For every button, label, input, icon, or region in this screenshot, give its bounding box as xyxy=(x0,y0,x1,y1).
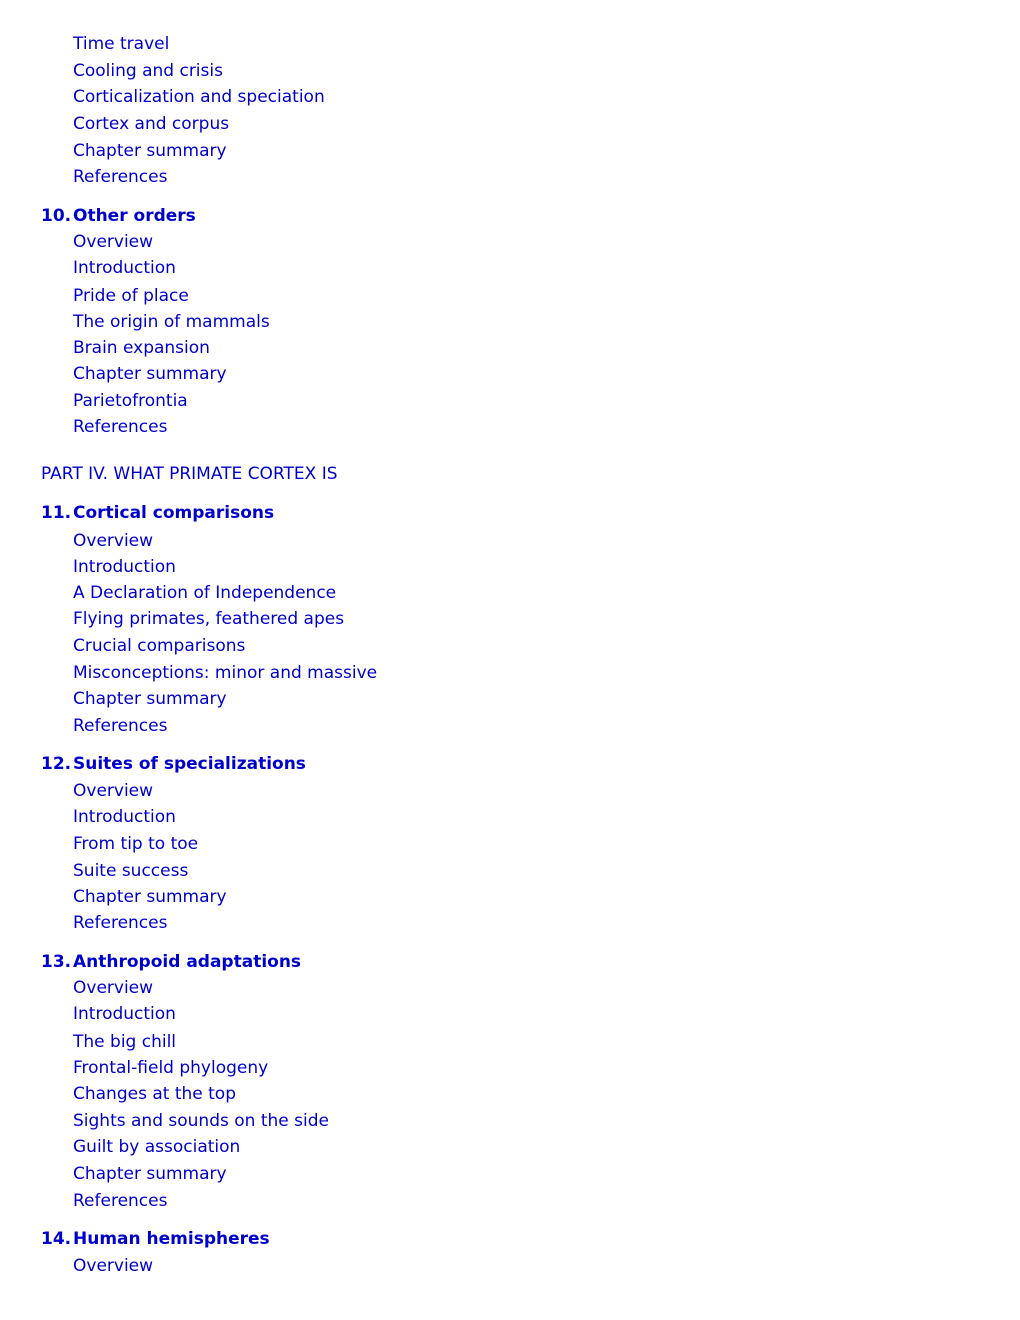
toc-link-overview[interactable]: Overview xyxy=(73,531,154,551)
toc-link-frontal-field-phylogeny[interactable]: Frontal-field phylogeny xyxy=(73,1058,269,1078)
toc-link-corticalization-and-speciation[interactable]: Corticalization and speciation xyxy=(73,87,325,107)
toc-link-misconceptions[interactable]: Misconceptions: minor and massive xyxy=(73,663,378,683)
toc-link-parietofrontia[interactable]: Parietofrontia xyxy=(73,391,188,411)
toc-link-cooling-and-crisis[interactable]: Cooling and crisis xyxy=(73,61,223,81)
chapter-title: Suites of specializations xyxy=(73,754,306,774)
toc-link-the-big-chill[interactable]: The big chill xyxy=(73,1032,177,1052)
toc-link-introduction[interactable]: Introduction xyxy=(73,1004,176,1024)
toc-chapter-10[interactable] xyxy=(41,205,196,227)
toc-chapter-11[interactable] xyxy=(41,502,274,524)
toc-link-origin-of-mammals[interactable]: The origin of mammals xyxy=(73,312,270,332)
toc-link-guilt-by-association[interactable]: Guilt by association xyxy=(73,1137,241,1157)
chapter-title: Human hemispheres xyxy=(73,1229,270,1249)
toc-link-references[interactable]: References xyxy=(73,913,168,933)
toc-link-time-travel[interactable]: Time travel xyxy=(73,34,170,54)
toc-link-overview[interactable]: Overview xyxy=(73,978,154,998)
toc-link-pride-of-place[interactable]: Pride of place xyxy=(73,286,189,306)
toc-link-changes-at-the-top[interactable]: Changes at the top xyxy=(73,1084,236,1104)
toc-chapter-12[interactable] xyxy=(41,753,306,775)
toc-link-chapter-summary[interactable]: Chapter summary xyxy=(73,141,227,161)
toc-link-introduction[interactable]: Introduction xyxy=(73,807,176,827)
toc-link-flying-primates[interactable]: Flying primates, feathered apes xyxy=(73,609,345,629)
toc-link-references[interactable]: References xyxy=(73,167,168,187)
toc-link-overview[interactable]: Overview xyxy=(73,781,154,801)
toc-link-chapter-summary[interactable]: Chapter summary xyxy=(73,364,227,384)
toc-link-introduction[interactable]: Introduction xyxy=(73,557,176,577)
chapter-number: 13. xyxy=(41,952,72,972)
toc-link-references[interactable]: References xyxy=(73,716,168,736)
chapter-title: Other orders xyxy=(73,206,196,226)
toc-link-declaration-of-independence[interactable]: A Declaration of Independence xyxy=(73,583,337,603)
toc-chapter-14[interactable] xyxy=(41,1228,270,1250)
toc-link-references[interactable]: References xyxy=(73,417,168,437)
toc-link-from-tip-to-toe[interactable]: From tip to toe xyxy=(73,834,199,854)
chapter-number: 12. xyxy=(41,754,72,774)
toc-link-overview[interactable]: Overview xyxy=(73,232,154,252)
chapter-number: 14. xyxy=(41,1229,72,1249)
toc-part-4[interactable]: PART IV. WHAT PRIMATE CORTEX IS xyxy=(41,464,338,484)
toc-link-overview[interactable]: Overview xyxy=(73,1256,154,1276)
chapter-title: Cortical comparisons xyxy=(73,503,275,523)
toc-link-introduction[interactable]: Introduction xyxy=(73,258,176,278)
chapter-number: 10. xyxy=(41,206,72,226)
toc-link-chapter-summary[interactable]: Chapter summary xyxy=(73,887,227,907)
toc-link-cortex-and-corpus[interactable]: Cortex and corpus xyxy=(73,114,230,134)
toc-link-sights-and-sounds[interactable]: Sights and sounds on the side xyxy=(73,1111,329,1131)
toc-chapter-13[interactable] xyxy=(41,951,301,973)
toc-link-chapter-summary[interactable]: Chapter summary xyxy=(73,689,227,709)
chapter-number: 11. xyxy=(41,503,72,523)
toc-link-suite-success[interactable]: Suite success xyxy=(73,861,189,881)
toc-link-chapter-summary[interactable]: Chapter summary xyxy=(73,1164,227,1184)
toc-link-brain-expansion[interactable]: Brain expansion xyxy=(73,338,210,358)
chapter-title: Anthropoid adaptations xyxy=(73,952,302,972)
toc-link-crucial-comparisons[interactable]: Crucial comparisons xyxy=(73,636,246,656)
toc-link-references[interactable]: References xyxy=(73,1191,168,1211)
